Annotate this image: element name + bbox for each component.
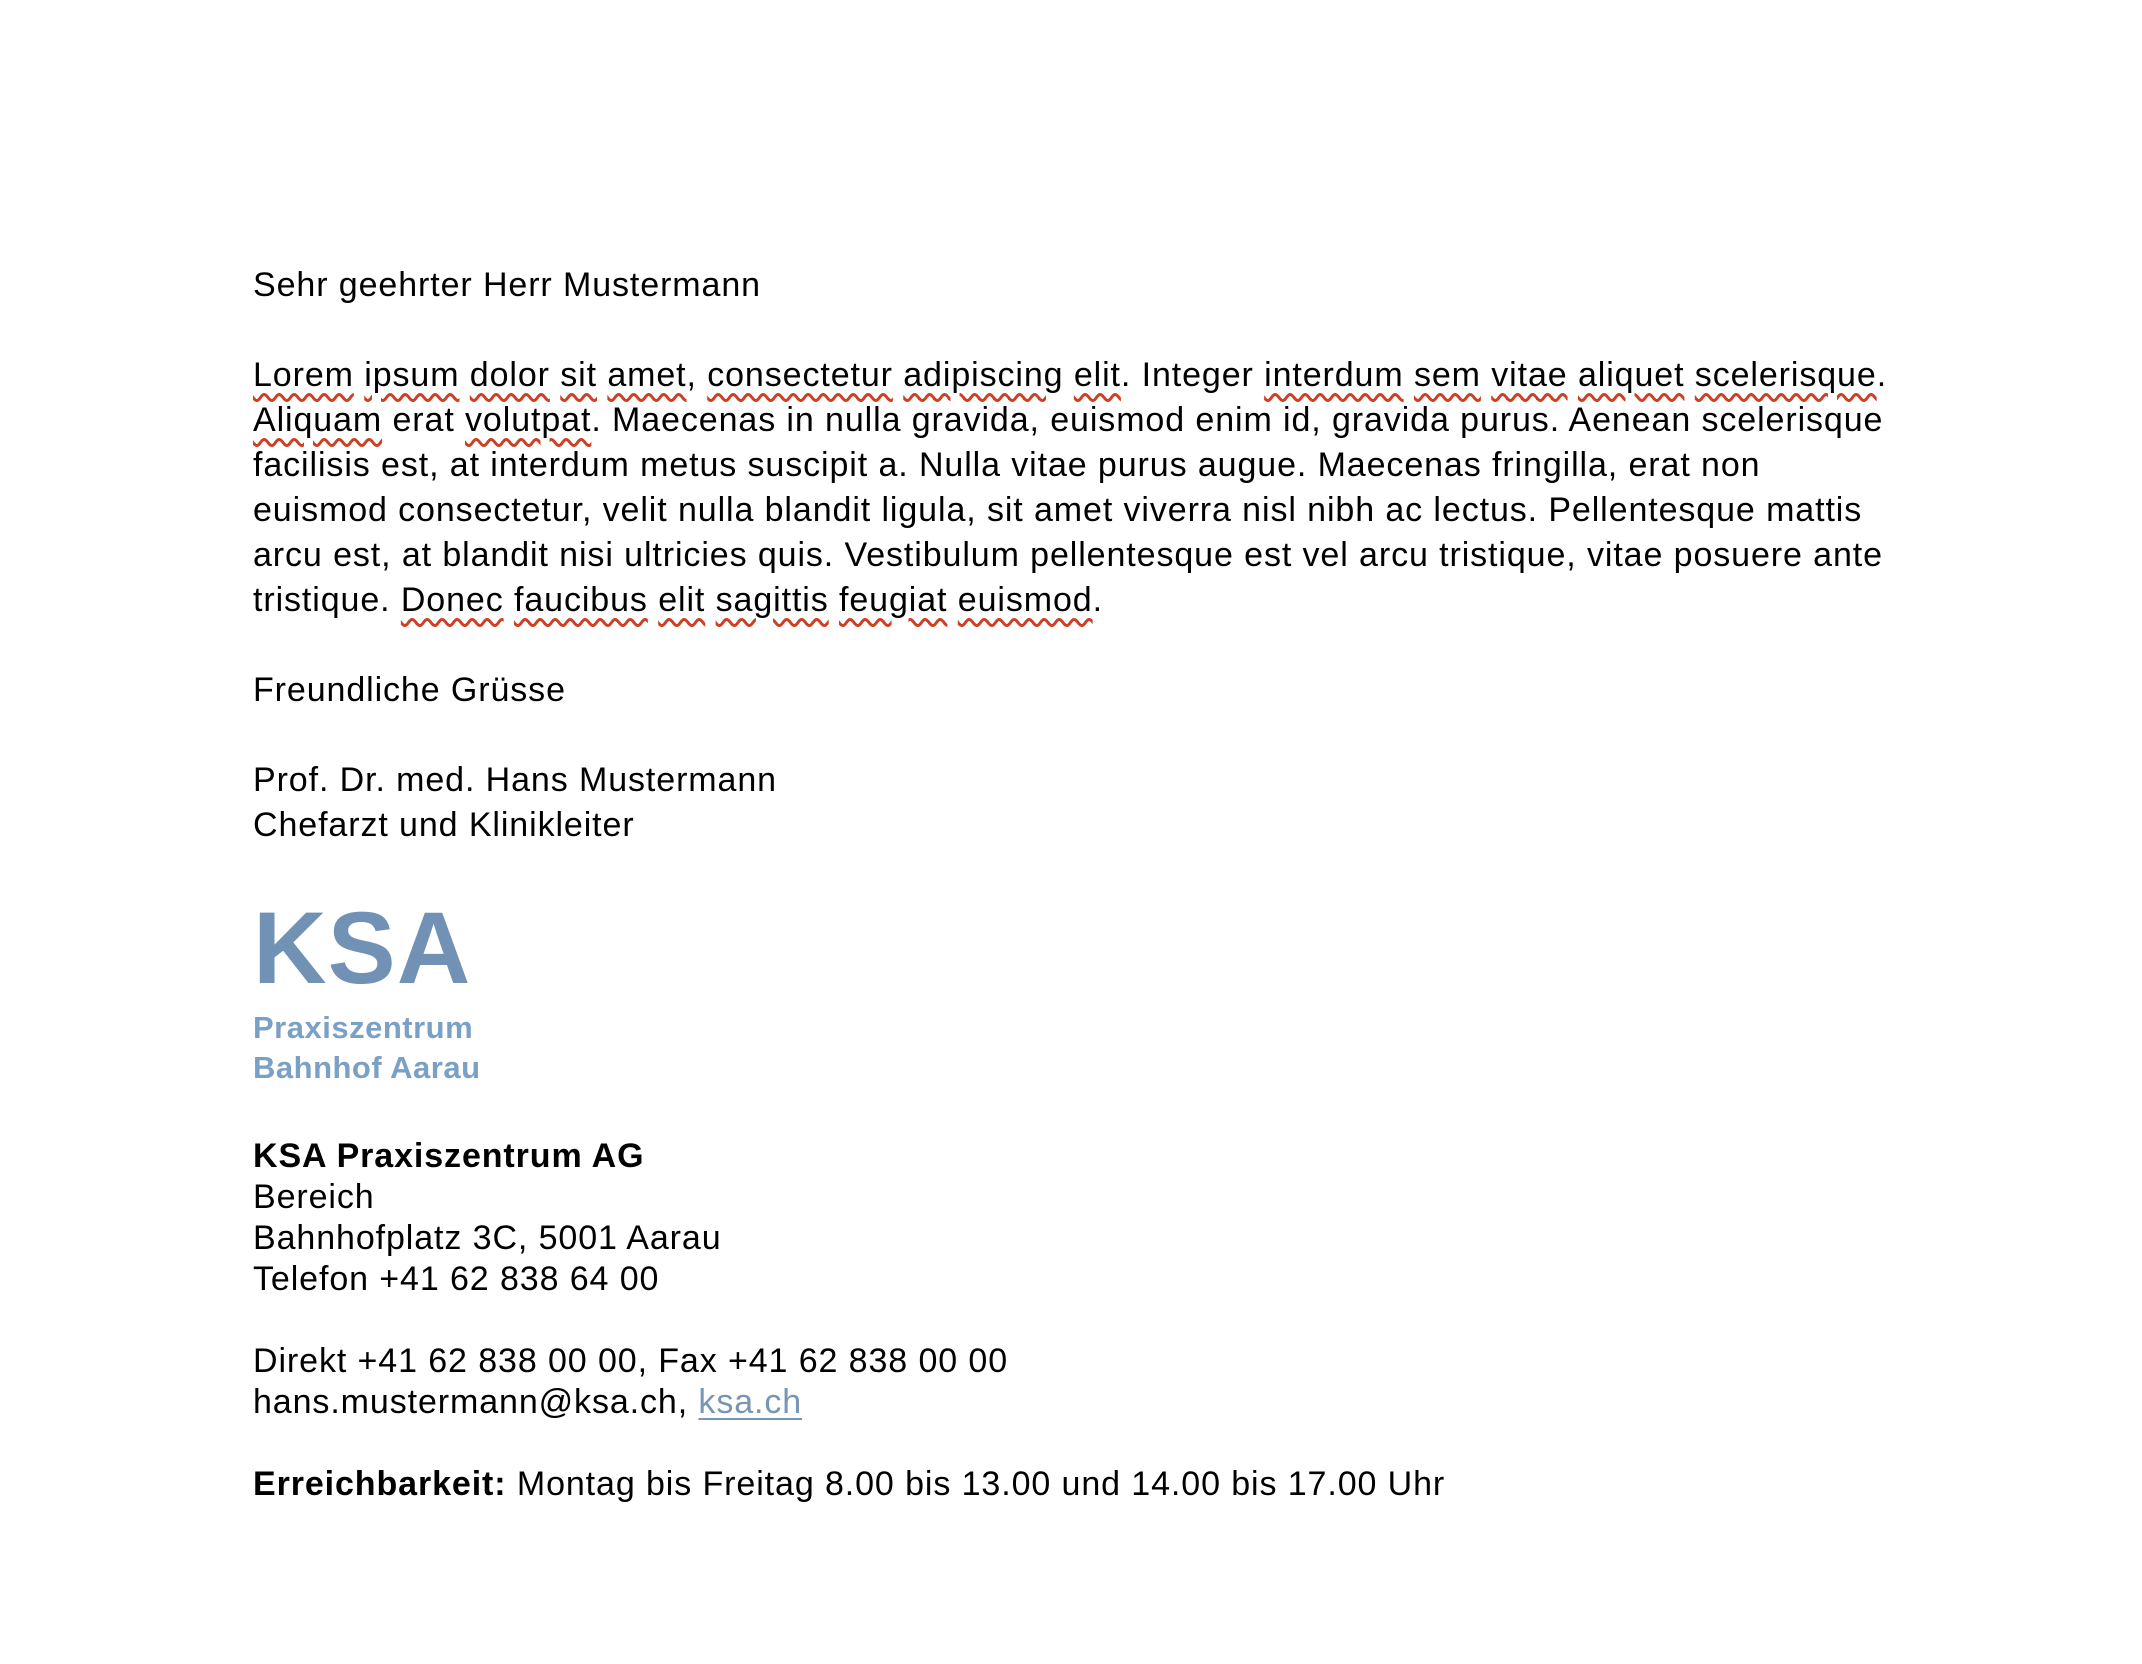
- body-text: .: [1876, 356, 1888, 394]
- body-text: tristique.: [253, 581, 401, 619]
- signature-block: [253, 758, 1982, 848]
- contact-email: hans.mustermann@ksa.ch: [253, 1383, 678, 1421]
- body-text: [1481, 356, 1491, 394]
- body-text: .: [1092, 581, 1103, 619]
- contact-direct-fax: Direkt +41 62 838 00 00, Fax +41 62 838 00 00: [253, 1342, 1009, 1380]
- body-line: [253, 443, 1982, 488]
- signature-title: Chefarzt und Klinikleiter: [253, 806, 635, 844]
- body-text: euismod consectetur, velit nulla blandit ligula, sit amet viverra nisl nibh ac lectus. Pellentesque mattis: [253, 491, 1863, 529]
- misspelled-word: elit: [658, 581, 706, 619]
- body-text: [459, 356, 469, 394]
- misspelled-word: elit: [1073, 356, 1121, 394]
- body-text: [829, 581, 839, 619]
- contact-block: [253, 1136, 1982, 1300]
- contact-email-line: [253, 1382, 1982, 1423]
- body-text: [947, 581, 957, 619]
- misspelled-word: sem: [1413, 356, 1481, 394]
- body-line: [253, 533, 1982, 578]
- misspelled-word: adipiscing: [903, 356, 1064, 394]
- contact-phone: Telefon +41 62 838 64 00: [253, 1260, 660, 1298]
- ksa-logo-acronym: KSA: [253, 891, 472, 1005]
- body-text: Integer: [1141, 356, 1265, 394]
- misspelled-word: feugiat: [839, 581, 948, 619]
- misspelled-word: Aliquam: [253, 401, 383, 439]
- body-line: [253, 488, 1982, 533]
- misspelled-word: ipsum: [364, 356, 460, 394]
- body-text: .: [1120, 356, 1142, 394]
- misspelled-word: scelerisque: [1694, 356, 1877, 394]
- misspelled-word: Lorem: [253, 356, 354, 394]
- misspelled-word: Donec: [400, 581, 504, 619]
- body-text: [1684, 356, 1694, 394]
- body-text: . Maecenas in nulla gravida, euismod enim id, gravida purus. Aenean scelerisque: [591, 401, 1884, 439]
- ksa-logo-subtitle-line2: Bahnhof Aarau: [253, 1050, 481, 1085]
- misspelled-word: faucibus: [513, 581, 648, 619]
- availability-line: [253, 1464, 1982, 1505]
- body-text: [893, 356, 903, 394]
- contact-company: KSA Praxiszentrum AG: [253, 1137, 645, 1175]
- contact-direct-block: [253, 1341, 1982, 1423]
- misspelled-word: euismod: [957, 581, 1093, 619]
- misspelled-word: amet: [607, 356, 687, 394]
- email-website-separator: ,: [677, 1383, 699, 1421]
- body-text: [1404, 356, 1414, 394]
- misspelled-word: interdum: [1264, 356, 1404, 394]
- misspelled-word: dolor: [469, 356, 550, 394]
- contact-department: Bereich: [253, 1178, 375, 1216]
- ksa-logo-subtitle-line1: Praxiszentrum: [253, 1010, 474, 1045]
- misspelled-word: sagittis: [715, 581, 829, 619]
- body-text: [354, 356, 364, 394]
- letter-body: [253, 353, 1982, 623]
- greeting-line: Sehr geehrter Herr Mustermann: [253, 266, 761, 304]
- body-line: [253, 578, 1982, 623]
- body-text: [648, 581, 658, 619]
- body-text: [504, 581, 514, 619]
- body-line: [253, 353, 1982, 398]
- availability-label: Erreichbarkeit:: [253, 1465, 507, 1503]
- body-text: erat: [382, 401, 466, 439]
- body-text: arcu est, at blandit nisi ultricies quis. Vestibulum pellentesque est vel arcu tristique, vitae posuere ante: [253, 536, 1883, 574]
- body-text: [1063, 356, 1073, 394]
- misspelled-word: vitae: [1491, 356, 1568, 394]
- ksa-logo: [253, 891, 1982, 1088]
- misspelled-word: sit: [560, 356, 597, 394]
- website-link[interactable]: ksa.ch: [698, 1383, 803, 1421]
- misspelled-word: volutpat: [465, 401, 592, 439]
- body-line: [253, 398, 1982, 443]
- availability-text: Montag bis Freitag 8.00 bis 13.00 und 14.00 bis 17.00 Uhr: [506, 1465, 1446, 1503]
- body-text: [550, 356, 560, 394]
- misspelled-word: aliquet: [1577, 356, 1685, 394]
- signature-name: Prof. Dr. med. Hans Mustermann: [253, 761, 777, 799]
- body-text: [1568, 356, 1578, 394]
- contact-address: Bahnhofplatz 3C, 5001 Aarau: [253, 1219, 722, 1257]
- misspelled-word: consectetur: [707, 356, 893, 394]
- body-text: ,: [686, 356, 708, 394]
- body-text: facilisis est, at interdum metus suscipit a. Nulla vitae purus augue. Maecenas fringilla, erat non: [253, 446, 1761, 484]
- closing-line: Freundliche Grüsse: [253, 671, 566, 709]
- body-text: [705, 581, 715, 619]
- body-text: [597, 356, 607, 394]
